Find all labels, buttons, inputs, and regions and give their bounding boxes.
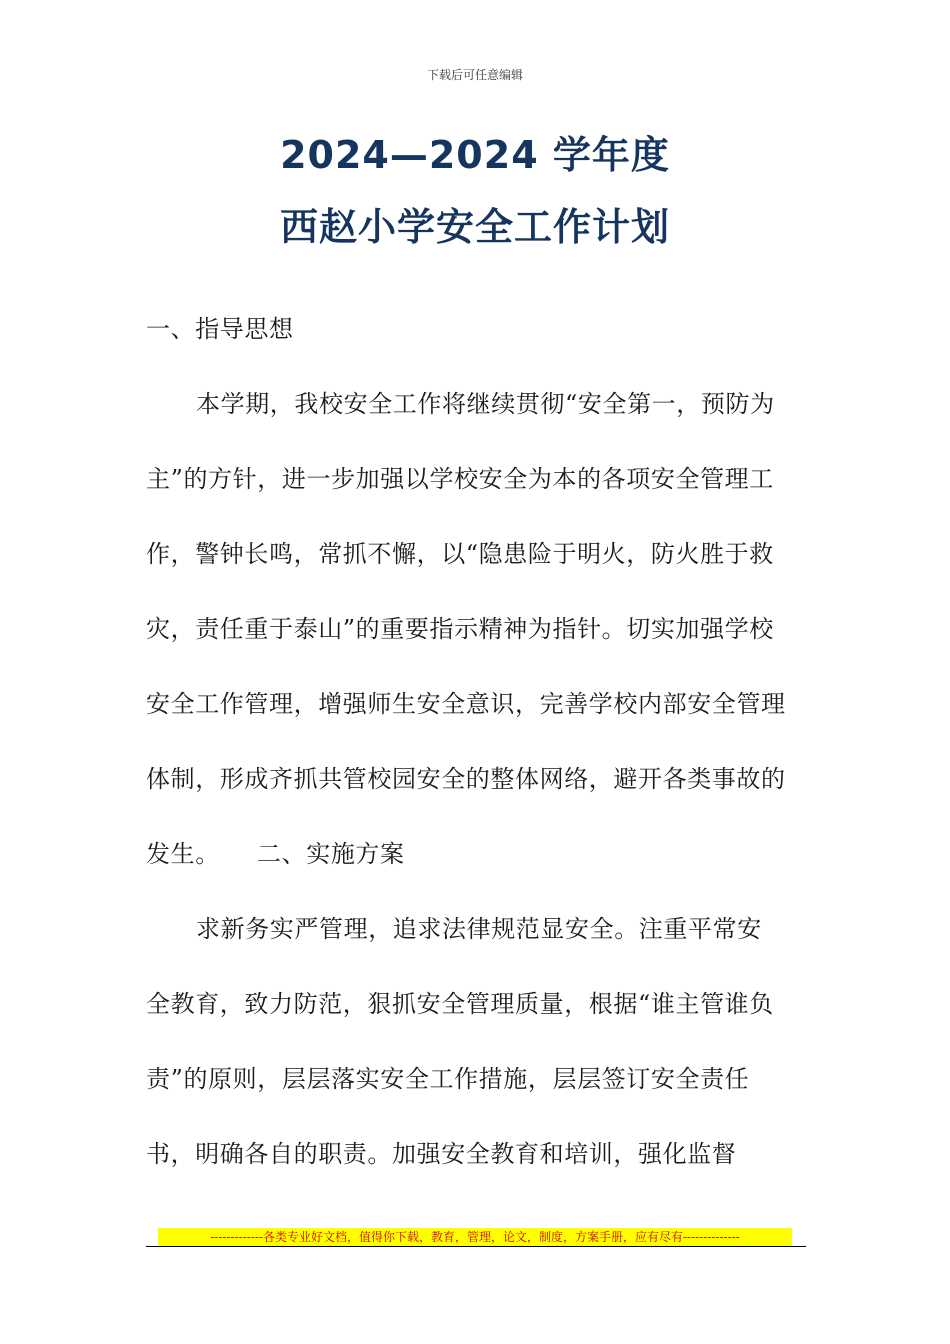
- paragraph-text: 本学期，我校安全工作将继续贯彻“安全第一，预防为主”的方针，进一步加强以学校安全为本的各项安全管理工作，警钟长鸣，常抓不懈，以“隐患险于明火，防火胜于救灾，责任重于泰山”的重要指示精神为指针。切实加强学校安全工作管理，增强师生安全意识，完善学校内部安全管理体制，形成齐抓共管校园安全的整体网络，避开各类事故的发生。: [146, 390, 786, 868]
- section-heading-guiding-ideology: 一、指导思想: [146, 315, 294, 343]
- footer-banner: -------------各类专业好文档，值得你下载，教育，管理，论文，制度，方案手册，应有尽有--------------: [158, 1228, 792, 1246]
- section-heading-implementation: 二、实施方案: [257, 840, 405, 868]
- document-title-line1: 2024—2024 学年度: [280, 133, 670, 177]
- document-body: [146, 292, 786, 1192]
- footer-divider: [146, 1246, 806, 1247]
- paragraph: [146, 367, 786, 892]
- document-title-line2: 西赵小学安全工作计划: [279, 205, 670, 249]
- header-note: 下载后可任意编辑: [426, 68, 523, 82]
- paragraph: 求新务实严管理，追求法律规范显安全。注重平常安全教育，致力防范，狠抓安全管理质量，根据“谁主管谁负责”的原则，层层落实安全工作措施，层层签订安全责任书，明确各自的职责。加强安全教育和培训，强化监督: [146, 915, 774, 1168]
